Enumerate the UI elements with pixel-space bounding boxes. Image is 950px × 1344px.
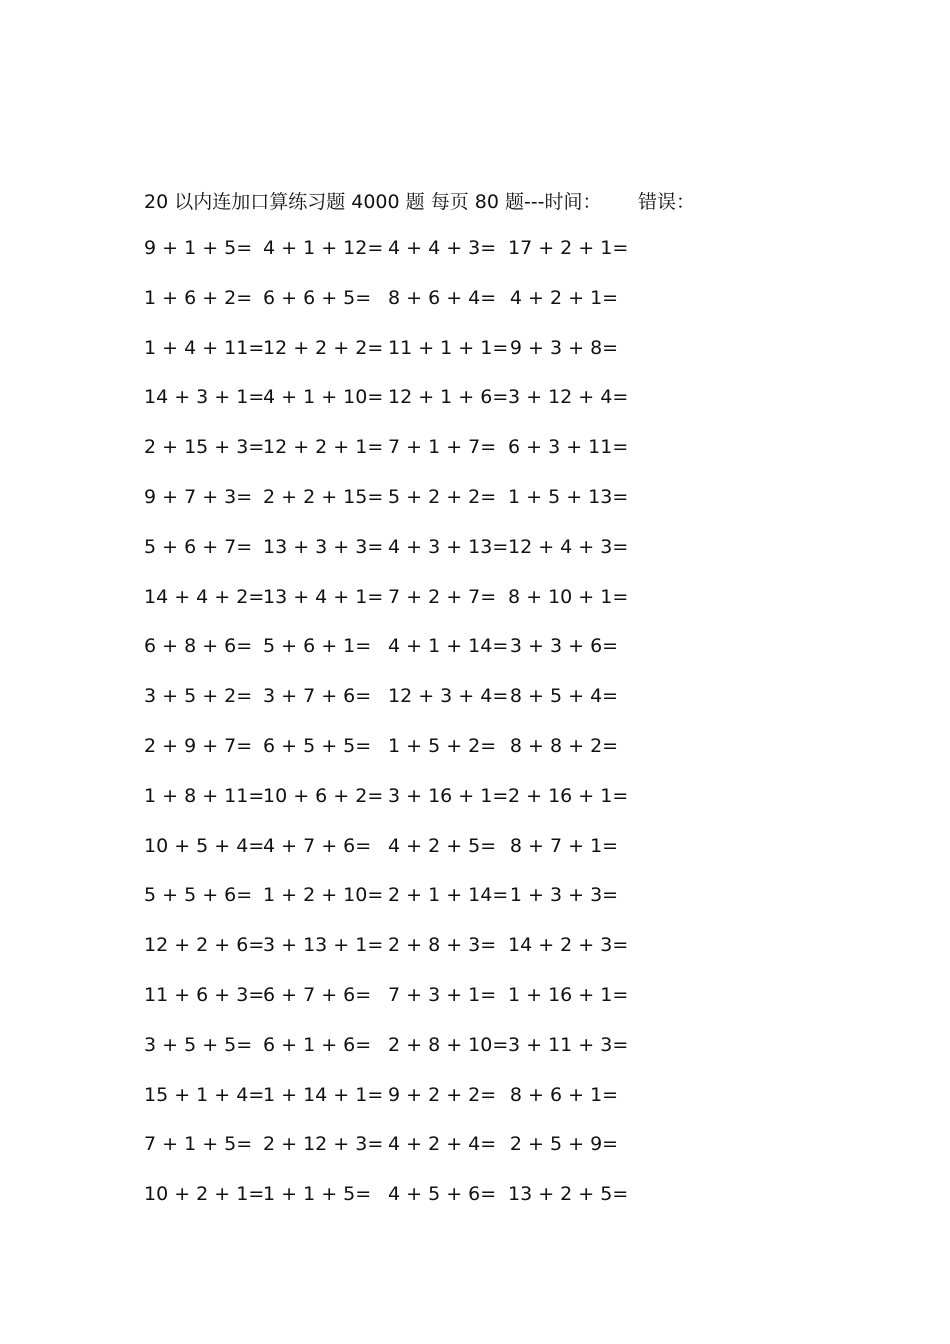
problem-cell: 3 + 7 + 6= xyxy=(263,685,372,708)
problem-row xyxy=(144,934,644,964)
problem-cell: 4 + 1 + 10= xyxy=(263,386,384,409)
worksheet-header xyxy=(144,187,696,214)
problem-cell: 2 + 8 + 3= xyxy=(388,934,497,957)
problem-cell: 14 + 2 + 3= xyxy=(508,934,629,957)
problem-cell: 6 + 6 + 5= xyxy=(263,286,372,309)
problem-cell: 11 + 1 + 1= xyxy=(388,336,509,359)
problem-row xyxy=(144,536,644,566)
problem-cell: 4 + 2 + 1= xyxy=(509,286,619,309)
problem-cell: 8 + 5 + 4= xyxy=(509,685,619,708)
problem-cell: 12 + 4 + 3= xyxy=(508,535,629,558)
problem-cell: 6 + 3 + 11= xyxy=(508,436,629,459)
problem-cell: 7 + 1 + 7= xyxy=(388,436,497,459)
problem-cell: 4 + 5 + 6= xyxy=(388,1183,497,1206)
problem-cell: 14 + 4 + 2= xyxy=(144,585,265,608)
problem-cell: 11 + 6 + 3= xyxy=(144,984,265,1006)
problem-cell: 2 + 16 + 1= xyxy=(508,784,629,807)
problem-cell: 14 + 3 + 1= xyxy=(144,386,265,409)
problem-cell: 6 + 8 + 6= xyxy=(144,635,253,658)
problem-cell: 3 + 13 + 1= xyxy=(263,934,384,957)
problem-cell: 2 + 8 + 10= xyxy=(388,1033,509,1056)
problem-cell: 2 + 15 + 3= xyxy=(144,436,265,459)
problem-cell: 6 + 5 + 5= xyxy=(263,735,372,757)
problem-cell: 2 + 5 + 9= xyxy=(509,1133,619,1156)
problem-row xyxy=(144,287,644,317)
problem-cell: 13 + 3 + 3= xyxy=(263,535,384,558)
problem-cell: 3 + 5 + 5= xyxy=(144,1033,253,1056)
problem-cell: 12 + 2 + 6= xyxy=(144,934,265,957)
problem-cell: 12 + 1 + 6= xyxy=(388,386,509,409)
problem-cell: 1 + 8 + 11= xyxy=(144,784,265,807)
problem-row xyxy=(144,436,644,466)
problem-cell: 1 + 1 + 5= xyxy=(263,1183,372,1206)
problem-row xyxy=(144,1183,644,1213)
problem-row xyxy=(144,884,644,914)
problem-cell: 3 + 11 + 3= xyxy=(508,1033,629,1056)
problem-cell: 5 + 6 + 1= xyxy=(263,635,372,658)
problem-cell: 12 + 2 + 1= xyxy=(263,436,384,459)
problem-cell: 4 + 3 + 13= xyxy=(388,535,509,558)
problem-cell: 1 + 6 + 2= xyxy=(144,286,253,309)
problem-cell: 7 + 2 + 7= xyxy=(388,585,497,608)
problem-cell: 1 + 16 + 1= xyxy=(508,984,629,1006)
problem-row xyxy=(144,486,644,516)
problem-row xyxy=(144,386,644,416)
problem-row xyxy=(144,1034,644,1064)
problem-cell: 8 + 6 + 4= xyxy=(388,286,497,309)
problem-row xyxy=(144,586,644,616)
problem-row xyxy=(144,835,644,865)
problem-cell: 10 + 2 + 1= xyxy=(144,1183,265,1206)
problem-cell: 3 + 16 + 1= xyxy=(388,784,509,807)
worksheet-title: 20 以内连加口算练习题 4000 题 每页 80 题---时间： xyxy=(144,191,602,213)
problem-cell: 4 + 7 + 6= xyxy=(263,834,372,857)
problem-cell: 3 + 12 + 4= xyxy=(508,386,629,409)
problem-row xyxy=(144,337,644,367)
problem-cell: 5 + 2 + 2= xyxy=(388,486,497,508)
problem-cell: 8 + 7 + 1= xyxy=(509,834,619,857)
problem-cell: 9 + 3 + 8= xyxy=(509,336,619,359)
problem-cell: 4 + 2 + 5= xyxy=(388,834,497,857)
problem-cell: 5 + 5 + 6= xyxy=(144,884,253,907)
problem-cell: 6 + 1 + 6= xyxy=(263,1033,372,1056)
problem-cell: 12 + 3 + 4= xyxy=(388,685,509,708)
problem-row xyxy=(144,237,644,267)
problem-cell: 9 + 2 + 2= xyxy=(388,1083,497,1106)
problem-cell: 2 + 2 + 15= xyxy=(263,486,384,508)
problem-row xyxy=(144,735,644,765)
problem-cell: 2 + 1 + 14= xyxy=(388,884,509,907)
problem-cell: 5 + 6 + 7= xyxy=(144,535,253,558)
problem-cell: 12 + 2 + 2= xyxy=(263,336,384,359)
problem-cell: 7 + 3 + 1= xyxy=(388,984,497,1006)
problem-cell: 1 + 5 + 13= xyxy=(508,486,629,508)
problem-cell: 1 + 3 + 3= xyxy=(509,884,619,907)
problem-cell: 9 + 7 + 3= xyxy=(144,486,253,508)
problem-cell: 8 + 8 + 2= xyxy=(509,735,619,757)
problem-cell: 1 + 5 + 2= xyxy=(388,735,497,757)
problem-cell: 2 + 9 + 7= xyxy=(144,735,253,757)
problem-cell: 1 + 2 + 10= xyxy=(263,884,384,907)
problem-cell: 7 + 1 + 5= xyxy=(144,1133,253,1156)
problem-cell: 3 + 5 + 2= xyxy=(144,685,253,708)
errors-label: 错误： xyxy=(638,191,696,213)
problem-cell: 10 + 6 + 2= xyxy=(263,784,384,807)
problem-cell: 8 + 10 + 1= xyxy=(508,585,629,608)
problem-cell: 17 + 2 + 1= xyxy=(508,237,629,259)
problem-row xyxy=(144,984,644,1014)
problem-cell: 9 + 1 + 5= xyxy=(144,237,253,259)
problem-cell: 4 + 1 + 12= xyxy=(263,237,384,259)
problem-cell: 4 + 4 + 3= xyxy=(388,237,497,259)
problem-row xyxy=(144,685,644,715)
problem-cell: 1 + 14 + 1= xyxy=(263,1083,384,1106)
problem-cell: 8 + 6 + 1= xyxy=(509,1083,619,1106)
problem-cell: 4 + 2 + 4= xyxy=(388,1133,497,1156)
problem-row xyxy=(144,1084,644,1114)
problem-cell: 1 + 4 + 11= xyxy=(144,336,265,359)
problem-cell: 3 + 3 + 6= xyxy=(509,635,619,658)
problem-cell: 2 + 12 + 3= xyxy=(263,1133,384,1156)
problem-cell: 15 + 1 + 4= xyxy=(144,1083,265,1106)
problem-cell: 13 + 4 + 1= xyxy=(263,585,384,608)
problem-cell: 6 + 7 + 6= xyxy=(263,984,372,1006)
problem-cell: 4 + 1 + 14= xyxy=(388,635,509,658)
problem-row xyxy=(144,785,644,815)
problem-cell: 10 + 5 + 4= xyxy=(144,834,265,857)
problem-cell: 13 + 2 + 5= xyxy=(508,1183,629,1206)
problem-row xyxy=(144,635,644,665)
problem-row xyxy=(144,1133,644,1163)
